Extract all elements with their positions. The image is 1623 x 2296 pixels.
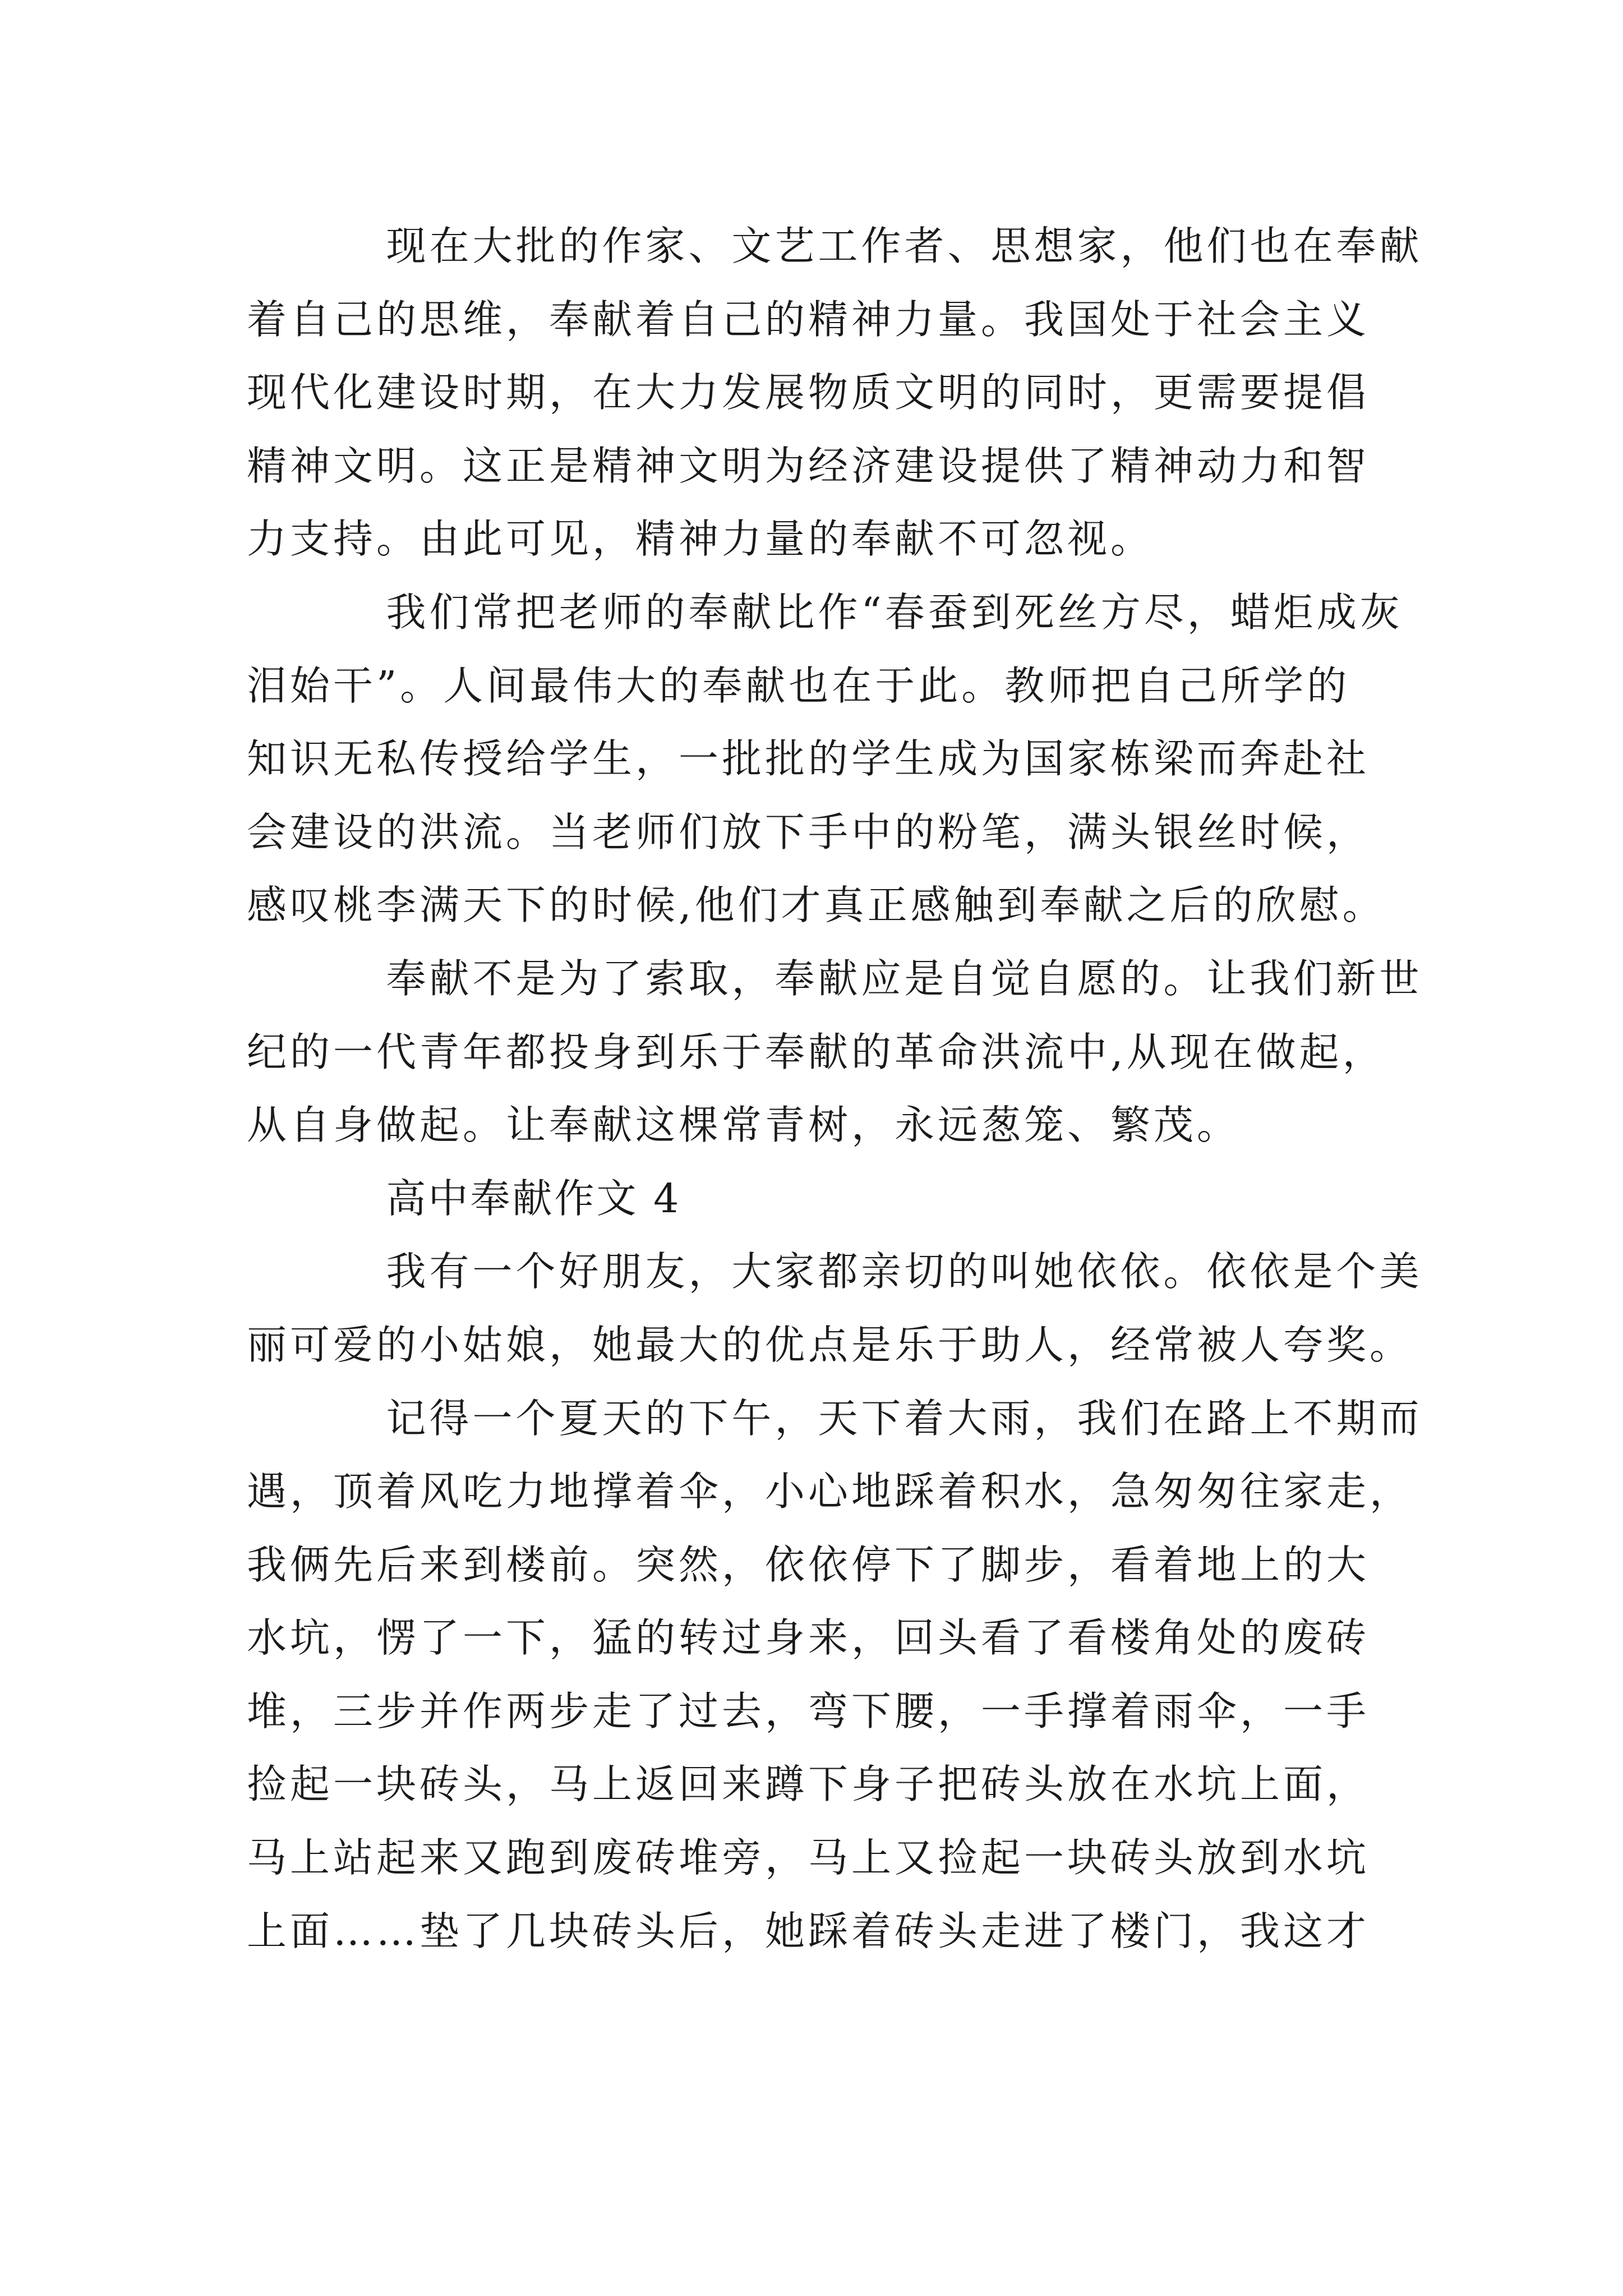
paragraph-line: 从自身做起。让奉献这棵常青树，永远葱笼、繁茂。 — [247, 1102, 1241, 1149]
paragraph-line: 精神文明。这正是精神文明为经济建设提供了精神动力和智 — [247, 442, 1370, 489]
document-body — [247, 210, 1423, 1968]
paragraph-line: 现代化建设时期，在大力发展物质文明的同时，更需要提倡 — [247, 369, 1370, 416]
paragraph — [247, 1235, 1423, 1382]
paragraph-line: 感叹桃李满天下的时候,他们才真正感触到奉献之后的欣慰。 — [247, 882, 1386, 929]
paragraph-line: 堆，三步并作两步走了过去，弯下腰，一手撑着雨伞，一手 — [247, 1687, 1370, 1734]
paragraph-line: 知识无私传授给学生，一批批的学生成为国家栋梁而奔赴社 — [247, 735, 1370, 783]
heading-text: 高中奉献作文 4 — [386, 1175, 681, 1222]
paragraph-line: 捡起一块砖头，马上返回来蹲下身子把砖头放在水坑上面， — [247, 1761, 1370, 1808]
paragraph — [247, 210, 1423, 576]
paragraph — [247, 576, 1403, 942]
paragraph-line: 会建设的洪流。当老师们放下手中的粉笔，满头银丝时候， — [247, 808, 1370, 855]
paragraph-line: 我有一个好朋友，大家都亲切的叫她依依。依依是个美 — [386, 1248, 1423, 1295]
paragraph-line: 现在大批的作家、文艺工作者、思想家，他们也在奉献 — [386, 223, 1423, 269]
paragraph-line: 纪的一代青年都投身到乐于奉献的革命洪流中,从现在做起， — [247, 1028, 1386, 1075]
paragraph-line: 我们常把老师的奉献比作“春蚕到死丝方尽，蜡炬成灰 — [386, 588, 1403, 636]
paragraph-line: 着自己的思维，奉献着自己的精神力量。我国处于社会主义 — [247, 296, 1370, 343]
paragraph-line: 丽可爱的小姑娘，她最大的优点是乐于助人，经常被人夸奖。 — [247, 1321, 1413, 1368]
paragraph-line: 奉献不是为了索取，奉献应是自觉自愿的。让我们新世 — [386, 955, 1423, 1002]
paragraph-line: 记得一个夏天的下午，天下着大雨，我们在路上不期而 — [386, 1395, 1423, 1442]
paragraph — [247, 1382, 1423, 1968]
paragraph — [247, 942, 1423, 1162]
paragraph-line: 马上站起来又跑到废砖堆旁，马上又捡起一块砖头放到水坑 — [247, 1834, 1370, 1881]
paragraph-line: 上面……垫了几块砖头后，她踩着砖头走进了楼门，我这才 — [247, 1907, 1370, 1954]
paragraph-line: 力支持。由此可见，精神力量的奉献不可忽视。 — [247, 516, 1154, 563]
paragraph-line: 水坑，愣了一下，猛的转过身来，回头看了看楼角处的废砖 — [247, 1614, 1370, 1662]
paragraph-line: 泪始干”。人间最伟大的奉献也在于此。教师把自己所学的 — [247, 662, 1350, 709]
section-heading — [247, 1162, 1391, 1236]
paragraph-line: 我俩先后来到楼前。突然，依依停下了脚步，看着地上的大 — [247, 1541, 1370, 1588]
paragraph-line: 遇，顶着风吃力地撑着伞，小心地踩着积水，急匆匆往家走， — [247, 1468, 1413, 1515]
